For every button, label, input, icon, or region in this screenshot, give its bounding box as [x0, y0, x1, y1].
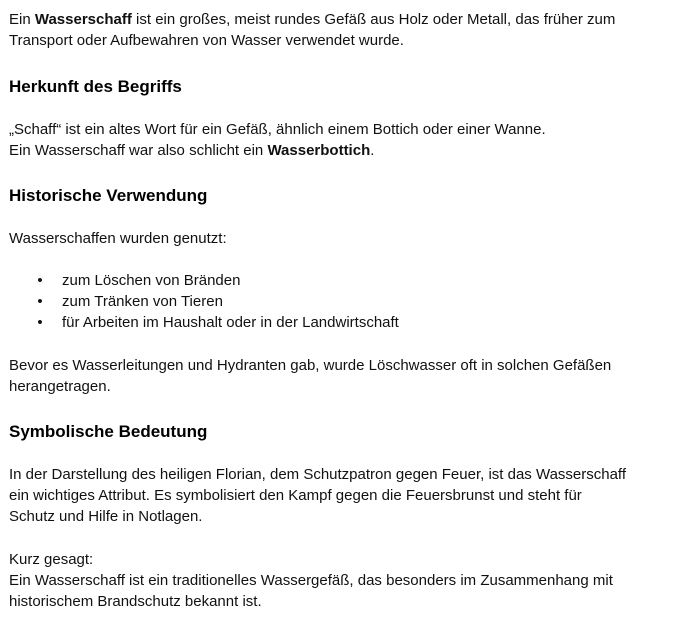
list-item-text: zum Löschen von Bränden: [62, 272, 241, 289]
historisch-para-line-1: Bevor es Wasserleitungen und Hydranten gab, wurde Löschwasser oft in solchen Gefäßen: [9, 357, 612, 374]
herkunft-line-2: [9, 141, 374, 161]
bullet-icon: •: [37, 314, 43, 331]
heading-historisch: Historische Verwendung: [9, 186, 208, 205]
term-wasserschaff: Wasserschaff: [34, 11, 132, 28]
symbolisch-line-3: Schutz und Hilfe in Notlagen.: [9, 508, 203, 525]
list-item-text: für Arbeiten im Haushalt oder in der Landwirtschaft: [62, 314, 399, 331]
bullet-icon: •: [37, 293, 43, 310]
fazit-line-2: historischem Brandschutz bekannt ist.: [9, 593, 262, 610]
bullet-icon: •: [37, 272, 43, 289]
term-wasserbottich: Wasserbottich: [267, 142, 371, 159]
historisch-para-line-2: herangetragen.: [9, 378, 111, 395]
heading-symbolisch: Symbolische Bedeutung: [9, 422, 208, 441]
fazit-line-1: Ein Wasserschaff ist ein traditionelles Wassergefäß, das besonders im Zusammenhang mit: [9, 572, 613, 589]
historisch-intro: Wasserschaffen wurden genutzt:: [9, 230, 227, 247]
heading-herkunft: Herkunft des Begriffs: [9, 77, 182, 96]
herkunft-text: .: [370, 142, 375, 159]
symbolisch-line-2: ein wichtiges Attribut. Es symbolisiert den Kampf gegen die Feuersbrunst und steht für: [9, 487, 582, 504]
herkunft-line-1: „Schaff“ ist ein altes Wort für ein Gefäß, ähnlich einem Bottich oder einer Wanne.: [9, 121, 546, 138]
symbolisch-line-1: In der Darstellung des heiligen Florian, dem Schutzpatron gegen Feuer, ist das Wasserschaff: [9, 466, 626, 483]
intro-text: Ein: [9, 11, 35, 28]
intro-line-2: Transport oder Aufbewahren von Wasser verwendet wurde.: [9, 32, 404, 49]
intro-text: ist ein großes, meist rundes Gefäß aus Holz oder Metall, das früher zum: [131, 11, 616, 28]
intro-line-1: [9, 10, 615, 30]
fazit-label: Kurz gesagt:: [9, 551, 94, 568]
list-item-text: zum Tränken von Tieren: [62, 293, 223, 310]
herkunft-text: Ein Wasserschaff war also schlicht ein: [9, 142, 268, 159]
